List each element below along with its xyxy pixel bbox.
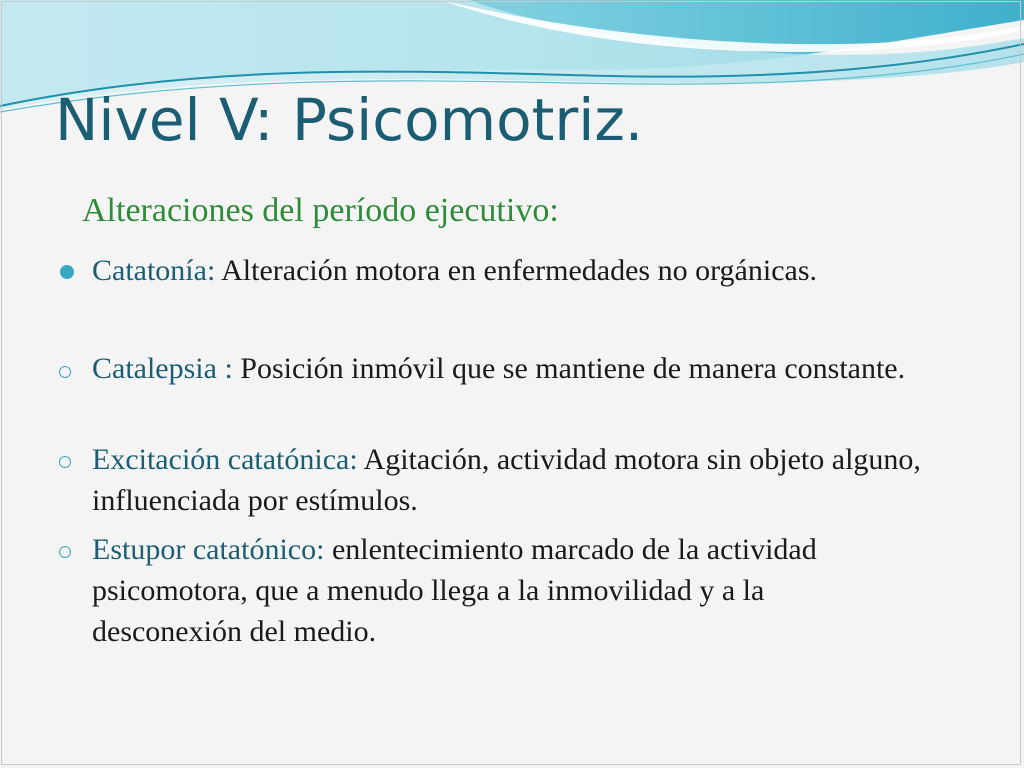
bullet-hollow-circle-icon: [59, 456, 71, 468]
bullet-filled-dot-icon: [60, 265, 74, 279]
term-catatonia: Catatonía:: [92, 254, 216, 287]
term-catalepsia: Catalepsia :: [92, 352, 233, 385]
bullet-hollow-circle-icon: [59, 366, 71, 378]
bullet-hollow-circle-icon: [59, 546, 71, 558]
definition-estupor-catatonico: enlentecimiento marcado de la actividad psicomotora, que a menudo llega a la inmovilidad y a la desconexión del medio.: [92, 533, 817, 648]
term-estupor-catatonico: Estupor catatónico:: [92, 533, 325, 566]
slide-subtitle: Alteraciones del período ejecutivo:: [82, 192, 559, 229]
list-item-estupor-catatonico: [92, 529, 892, 652]
list-item-excitacion-catatonica: [92, 439, 972, 521]
definition-catalepsia: Posición inmóvil que se mantiene de manera constante.: [232, 352, 906, 385]
definition-excitacion-catatonica: Agitación, actividad motora sin objeto alguno, influenciada por estímulos.: [92, 443, 921, 517]
definition-catatonia: Alteración motora en enfermedades no orgánicas.: [215, 254, 818, 287]
slide-title: Nivel V: Psicomotriz.: [55, 86, 644, 154]
term-excitacion-catatonica: Excitación catatónica:: [92, 443, 358, 476]
list-item-catalepsia: [92, 348, 972, 389]
list-item-catatonia: [92, 250, 972, 291]
